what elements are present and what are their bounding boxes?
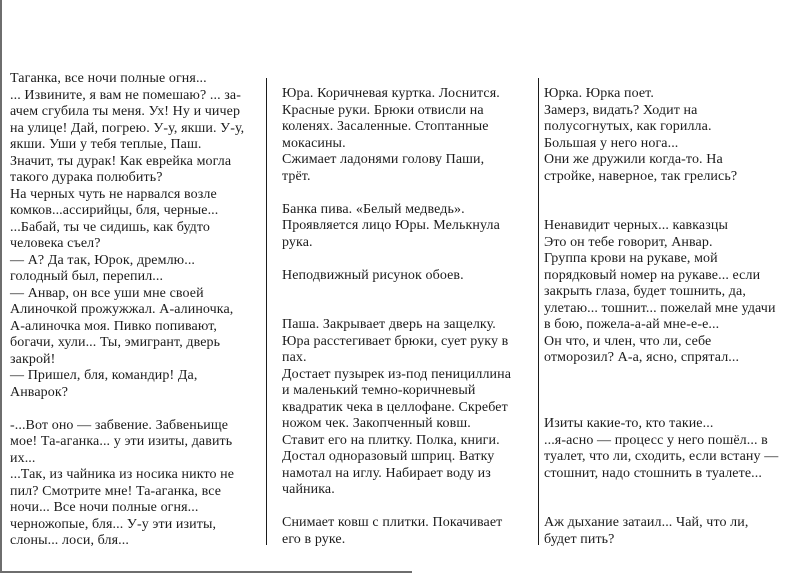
text-line: будет пить? — [544, 531, 615, 547]
text-line: якши. Уши у тебя теплые, Паш. — [10, 137, 202, 152]
page-edge-bottom-line — [0, 571, 412, 573]
text-line: Юра расстегивает брюки, сует руку в — [282, 333, 509, 349]
text-line — [282, 499, 534, 516]
text-line: порядковый номер на рукаве... если — [544, 267, 761, 283]
text-line — [544, 482, 796, 499]
text-line: его в руке. — [282, 531, 346, 547]
text-line: и маленький темно-коричневый — [282, 383, 476, 398]
text-line: мое! Та-аганка... у эти изиты, давить — [10, 434, 233, 449]
text-line: стошнит, надо стошнить в туалете... — [544, 465, 762, 481]
text-line: Неподвижный рисунок обоев. — [282, 267, 464, 283]
text-line: Проявляется лицо Юры. Мелькнула — [282, 218, 500, 233]
text-line: черножопые, бля... У-у эти изиты, — [10, 516, 217, 532]
text-line: квадратик чека в целлофане. Скребет — [282, 399, 508, 415]
text-line: Таганка, все ночи полные огня... — [10, 71, 207, 86]
text-column-1 — [10, 71, 262, 550]
column-divider-1 — [266, 78, 267, 545]
text-line: отморозил? А-а, ясно, спрятал... — [544, 350, 740, 365]
text-line: улетаю... тошнит... пожелай мне удачи — [544, 300, 776, 316]
text-line: ачем сгубила ты меня. Ух! Ну и чичер — [10, 104, 241, 119]
text-line: Снимает ковш с плитки. Покачивает — [282, 515, 503, 530]
text-line: на улице! Дай, погрею. У-у, якши. У-у, — [10, 120, 245, 136]
text-line: Сжимает ладонями голову Паши, — [282, 152, 485, 167]
text-line: богачи, хули... Ты, эмигрант, дверь — [10, 335, 221, 350]
text-line: ... Извините, я вам не помешаю? ... за- — [10, 87, 241, 103]
text-line: мокасины. — [282, 135, 346, 151]
text-line: -...Вот оно — забвение. Забвеньище — [10, 417, 229, 433]
text-line: Алиночкой прожужжал. А-алиночка, — [10, 302, 234, 317]
text-line — [544, 499, 796, 516]
text-line: слоны... лоси, бля... — [10, 533, 129, 548]
text-line: их... — [10, 450, 36, 466]
text-line: Паша. Закрывает дверь на защелку. — [282, 317, 496, 332]
text-line — [282, 284, 534, 301]
text-line: трёт. — [282, 168, 311, 184]
text-line: Значит, ты дурак! Как еврейка могла — [10, 153, 232, 169]
text-line: А-алиночка моя. Пивко попивают, — [10, 318, 217, 334]
text-line: Группа крови на рукаве, мой — [544, 251, 718, 266]
text-line: пил? Смотрите мне! Та-аганка, все — [10, 483, 222, 499]
text-line: — А? Да так, Юрок, дремлю... — [10, 252, 196, 268]
text-line: Достал одноразовый шприц. Ватку — [282, 449, 495, 464]
text-line: Юрка. Юрка поет. — [544, 86, 654, 101]
text-line: — Пришел, бля, командир! Да, — [10, 368, 198, 383]
text-line: Изиты какие-то, кто такие... — [544, 416, 714, 431]
text-line: намотал на иглу. Набирает воду из — [282, 465, 491, 481]
text-line: коленях. Засаленные. Стоптанные — [282, 119, 489, 134]
text-line — [544, 367, 796, 384]
text-line: Анварок? — [10, 384, 69, 400]
text-line: Ставит его на плитку. Полка, книги. — [282, 432, 500, 448]
text-line: закрыть глаза, будет тошнить, да, — [544, 284, 746, 299]
text-line: пах. — [282, 350, 307, 365]
text-line: Замерз, видать? Ходит на — [544, 102, 698, 118]
text-line: ...Бабай, ты че сидишь, как будто — [10, 219, 211, 235]
text-line — [282, 301, 534, 318]
text-line: голодный был, перепил... — [10, 269, 164, 284]
text-line: стройке, наверное, так грелись? — [544, 168, 738, 184]
text-line: ночи... Все ночи полные огня... — [10, 500, 199, 515]
text-line — [544, 383, 796, 400]
text-line: ...я-асно — процесс у него пошёл... в — [544, 432, 768, 448]
text-line: Банка пива. «Белый медведь». — [282, 201, 465, 217]
text-line: На черных чуть не нарвался возле — [10, 186, 217, 202]
text-line: человека съел? — [10, 236, 101, 251]
text-line: полусогнутых, как горилла. — [544, 119, 712, 134]
text-line: ...Так, из чайника из носика никто не — [10, 467, 235, 482]
text-line: туалет, что ли, сходить, если встану — — [544, 449, 779, 464]
text-line: Ненавидит черных... кавказцы — [544, 218, 728, 233]
text-line — [544, 202, 796, 219]
text-line: рука. — [282, 234, 313, 250]
text-line — [282, 185, 534, 202]
text-line: чайника. — [282, 482, 335, 497]
text-line: Он что, и член, что ли, себе — [544, 333, 712, 349]
text-line — [544, 400, 796, 417]
column-divider-2 — [538, 78, 539, 545]
text-line: Красные руки. Брюки отвисли на — [282, 102, 484, 118]
text-line — [544, 185, 796, 202]
text-line: такого дурака полюбить? — [10, 170, 163, 185]
text-column-3 — [544, 86, 796, 548]
text-column-2 — [282, 86, 534, 548]
text-line: закрой! — [10, 351, 56, 367]
text-line: Достает пузырек из-под пенициллина — [282, 366, 512, 382]
text-line: Аж дыхание затаил... Чай, что ли, — [544, 515, 749, 530]
text-line: ножом чек. Закопченный ковш. — [282, 416, 471, 431]
text-line: комков...ассирийцы, бля, черные... — [10, 203, 219, 218]
text-line: в бою, пожела-а-ай мне-е-е... — [544, 317, 720, 332]
text-line — [282, 251, 534, 268]
text-line — [10, 401, 262, 418]
text-line: Они же дружили когда-то. На — [544, 152, 723, 167]
text-line: — Анвар, он все уши мне своей — [10, 285, 204, 301]
text-line: Большая у него нога... — [544, 135, 679, 151]
text-line: Это он тебе говорит, Анвар. — [544, 234, 713, 250]
text-line: Юра. Коричневая куртка. Лоснится. — [282, 86, 500, 101]
page-edge-left-line — [0, 0, 2, 572]
